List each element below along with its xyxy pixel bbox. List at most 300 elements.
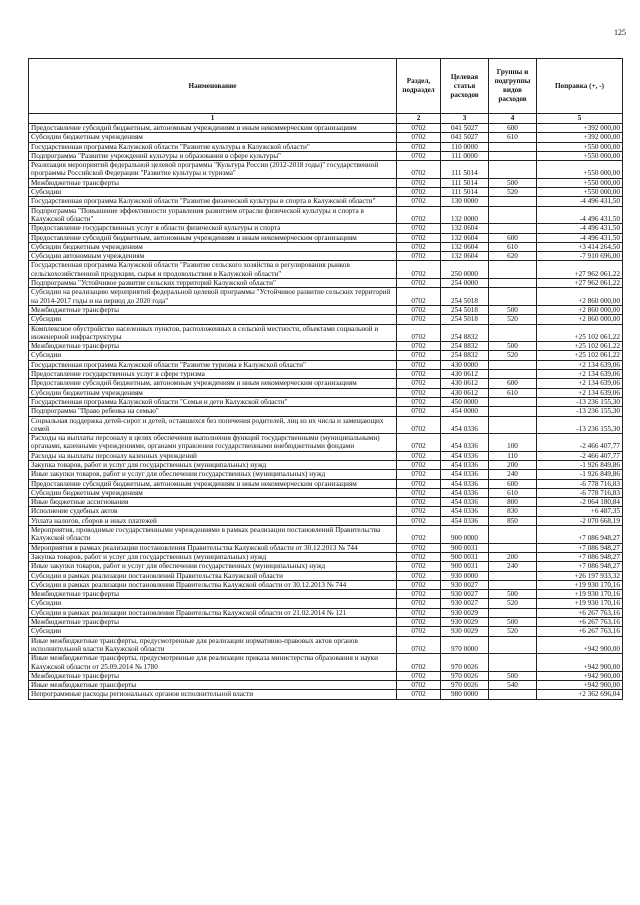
page-number: 125 — [614, 28, 626, 37]
row-amount: -2 070 668,19 — [537, 516, 623, 525]
row-group — [489, 151, 537, 160]
row-section: 0702 — [397, 342, 441, 351]
table-row — [29, 252, 623, 261]
row-section: 0702 — [397, 151, 441, 160]
table-row — [29, 315, 623, 324]
table-row — [29, 618, 623, 627]
row-target: 930 0027 — [441, 599, 489, 608]
row-group: 520 — [489, 599, 537, 608]
row-amount: -1 926 849,86 — [537, 460, 623, 469]
row-target: 930 0027 — [441, 590, 489, 599]
row-group: 610 — [489, 488, 537, 497]
table-row — [29, 242, 623, 251]
row-group: 500 — [489, 590, 537, 599]
row-section: 0702 — [397, 379, 441, 388]
row-amount: +25 102 061,22 — [537, 324, 623, 342]
row-amount: +25 102 061,22 — [537, 351, 623, 360]
row-name: Подпрограмма "Устойчивое развитие сельских территорий Калужской области" — [29, 279, 397, 288]
row-section: 0702 — [397, 161, 441, 179]
row-name: Субсидии бюджетным учреждениям — [29, 242, 397, 251]
row-group — [489, 360, 537, 369]
table-row — [29, 507, 623, 516]
row-section: 0702 — [397, 599, 441, 608]
header-section: Раздел, подраздел — [397, 59, 441, 114]
table-row — [29, 379, 623, 388]
row-name: Государственная программа Калужской области "Развитие сельского хозяйства и регулирования рынков сельскохозяйственной продукции, сырья и продовольствия в Калужской области" — [29, 261, 397, 279]
row-name: Мероприятия в рамках реализации постановления Правительства Калужской области от 30.12.2013 № 744 — [29, 543, 397, 552]
row-name: Закупка товаров, работ и услуг для государственных (муниципальных) нужд — [29, 460, 397, 469]
header-target: Целевая статья расходов — [441, 59, 489, 114]
table-row — [29, 197, 623, 206]
row-group — [489, 370, 537, 379]
row-amount: -1 926 849,86 — [537, 470, 623, 479]
row-amount: -6 778 716,83 — [537, 479, 623, 488]
row-group: 520 — [489, 188, 537, 197]
table-row — [29, 451, 623, 460]
row-target: 900 0031 — [441, 543, 489, 552]
row-group — [489, 397, 537, 406]
row-target: 250 0000 — [441, 261, 489, 279]
row-target: 900 0000 — [441, 526, 489, 544]
row-amount: +19 930 170,16 — [537, 580, 623, 589]
row-amount: +2 860 000,00 — [537, 315, 623, 324]
row-name: Межбюджетные трансферты — [29, 178, 397, 187]
row-target: 254 5018 — [441, 315, 489, 324]
table-row — [29, 479, 623, 488]
row-target: 110 0000 — [441, 142, 489, 151]
row-section: 0702 — [397, 460, 441, 469]
row-name: Субсидии в рамках реализации постановлений Правительства Калужской области — [29, 571, 397, 580]
row-amount: +19 930 170,16 — [537, 590, 623, 599]
table-row — [29, 654, 623, 672]
row-name: Предоставление субсидий бюджетным, автономным учреждениям и иным некоммерческим организациям — [29, 124, 397, 133]
table-row — [29, 161, 623, 179]
row-group — [489, 407, 537, 416]
table-row — [29, 543, 623, 552]
row-group — [489, 690, 537, 699]
row-amount: +942 900,00 — [537, 636, 623, 654]
table-row — [29, 151, 623, 160]
header-groups: Группы и подгруппы видов расходов — [489, 59, 537, 114]
row-group — [489, 324, 537, 342]
row-target: 132 0604 — [441, 233, 489, 242]
row-group: 500 — [489, 618, 537, 627]
row-group — [489, 526, 537, 544]
table-row — [29, 460, 623, 469]
row-amount: +25 102 061,22 — [537, 342, 623, 351]
table-row — [29, 580, 623, 589]
row-target: 454 0336 — [441, 451, 489, 460]
row-amount: -2 466 407,77 — [537, 434, 623, 452]
row-name: Субсидии бюджетным учреждениям — [29, 133, 397, 142]
table-row — [29, 552, 623, 561]
row-name: Закупка товаров, работ и услуг для государственных (муниципальных) нужд — [29, 552, 397, 561]
row-amount: +7 086 948,27 — [537, 543, 623, 552]
row-target: 254 8832 — [441, 324, 489, 342]
row-section: 0702 — [397, 516, 441, 525]
row-section: 0702 — [397, 681, 441, 690]
row-name: Субсидии — [29, 627, 397, 636]
row-target: 254 5018 — [441, 305, 489, 314]
row-amount: +2 134 639,06 — [537, 360, 623, 369]
row-section: 0702 — [397, 654, 441, 672]
row-target: 970 0026 — [441, 654, 489, 672]
row-amount: +550 000,00 — [537, 188, 623, 197]
row-name: Государственная программа Калужской области "Развитие физической культуры и спорта в Калужской области" — [29, 197, 397, 206]
row-target: 430 0612 — [441, 379, 489, 388]
table-row — [29, 397, 623, 406]
column-number-row — [29, 114, 623, 124]
row-amount: +942 900,00 — [537, 681, 623, 690]
row-name: Подпрограмма "Право ребенка на семью" — [29, 407, 397, 416]
row-target: 930 0000 — [441, 571, 489, 580]
row-section: 0702 — [397, 224, 441, 233]
row-section: 0702 — [397, 434, 441, 452]
row-group — [489, 261, 537, 279]
row-section: 0702 — [397, 233, 441, 242]
row-section: 0702 — [397, 543, 441, 552]
table-row — [29, 416, 623, 434]
table-row — [29, 498, 623, 507]
table-row — [29, 599, 623, 608]
row-target: 454 0336 — [441, 488, 489, 497]
row-target: 041 5027 — [441, 124, 489, 133]
row-target: 454 0336 — [441, 498, 489, 507]
row-section: 0702 — [397, 571, 441, 580]
row-group: 500 — [489, 342, 537, 351]
table-row — [29, 360, 623, 369]
row-target: 254 0000 — [441, 279, 489, 288]
row-target: 454 0336 — [441, 479, 489, 488]
row-target: 454 0336 — [441, 460, 489, 469]
row-group — [489, 580, 537, 589]
row-name: Субсидии — [29, 599, 397, 608]
row-target: 254 8832 — [441, 342, 489, 351]
row-name: Субсидии — [29, 351, 397, 360]
table-row — [29, 434, 623, 452]
table-row — [29, 133, 623, 142]
table-row — [29, 233, 623, 242]
row-section: 0702 — [397, 142, 441, 151]
row-target: 454 0336 — [441, 434, 489, 452]
row-amount: +550 000,00 — [537, 178, 623, 187]
table-row — [29, 590, 623, 599]
header-row — [29, 59, 623, 114]
row-section: 0702 — [397, 315, 441, 324]
row-group — [489, 636, 537, 654]
row-section: 0702 — [397, 690, 441, 699]
table-row — [29, 526, 623, 544]
row-section: 0702 — [397, 470, 441, 479]
row-amount: -6 778 716,83 — [537, 488, 623, 497]
row-amount: +942 900,00 — [537, 671, 623, 680]
row-group — [489, 416, 537, 434]
table-row — [29, 124, 623, 133]
table-row — [29, 388, 623, 397]
row-section: 0702 — [397, 618, 441, 627]
row-group — [489, 279, 537, 288]
row-section: 0702 — [397, 627, 441, 636]
row-group: 600 — [489, 379, 537, 388]
row-group — [489, 654, 537, 672]
row-section: 0702 — [397, 388, 441, 397]
row-group: 610 — [489, 242, 537, 251]
row-name: Расходы на выплаты персоналу казенных учреждений — [29, 451, 397, 460]
row-name: Государственная программа Калужской области "Развитие туризма в Калужской области" — [29, 360, 397, 369]
table-row — [29, 342, 623, 351]
row-group: 200 — [489, 460, 537, 469]
row-section: 0702 — [397, 351, 441, 360]
row-target: 111 5014 — [441, 188, 489, 197]
row-section: 0702 — [397, 562, 441, 571]
row-amount: +392 000,00 — [537, 133, 623, 142]
table-row — [29, 516, 623, 525]
row-name: Подпрограмма "Развитие учреждений культуры и образования в сфере культуры" — [29, 151, 397, 160]
row-name: Предоставление субсидий бюджетным, автономным учреждениям и иным некоммерческим организациям — [29, 479, 397, 488]
row-section: 0702 — [397, 498, 441, 507]
row-name: Предоставление государственных услуг в области физической культуры и спорта — [29, 224, 397, 233]
row-group — [489, 197, 537, 206]
column-number: 2 — [397, 114, 441, 124]
row-group — [489, 161, 537, 179]
row-amount: +2 362 696,04 — [537, 690, 623, 699]
row-amount: +26 197 933,32 — [537, 571, 623, 580]
table-row — [29, 188, 623, 197]
row-section: 0702 — [397, 288, 441, 306]
row-name: Субсидии бюджетным учреждениям — [29, 388, 397, 397]
table-row — [29, 407, 623, 416]
row-target: 132 0604 — [441, 242, 489, 251]
table-row — [29, 681, 623, 690]
row-name: Исполнение судебных актов — [29, 507, 397, 516]
row-group: 850 — [489, 516, 537, 525]
row-name: Комплексное обустройство населенных пунктов, расположенных в сельской местности, объектами социальной и инженерной инфраструктуры — [29, 324, 397, 342]
row-group — [489, 224, 537, 233]
row-group: 520 — [489, 351, 537, 360]
row-group — [489, 142, 537, 151]
table-row — [29, 142, 623, 151]
row-section: 0702 — [397, 252, 441, 261]
row-name: Непрограммные расходы региональных органов исполнительной власти — [29, 690, 397, 699]
row-amount: +2 860 000,00 — [537, 288, 623, 306]
row-section: 0702 — [397, 133, 441, 142]
row-amount: +6 487,35 — [537, 507, 623, 516]
row-group — [489, 608, 537, 617]
row-name: Субсидии в рамках реализации постановления Правительства Калужской области от 30.12.2013 № 744 — [29, 580, 397, 589]
table-row — [29, 206, 623, 224]
row-name: Иные закупки товаров, работ и услуг для обеспечения государственных (муниципальных) нужд — [29, 470, 397, 479]
row-group: 240 — [489, 470, 537, 479]
row-name: Субсидии автономным учреждениям — [29, 252, 397, 261]
row-name: Государственная программа Калужской области "Развитие культуры в Калужской области" — [29, 142, 397, 151]
row-amount: +550 000,00 — [537, 142, 623, 151]
row-section: 0702 — [397, 360, 441, 369]
row-target: 454 0336 — [441, 507, 489, 516]
row-target: 930 0029 — [441, 618, 489, 627]
row-group: 500 — [489, 671, 537, 680]
row-group: 830 — [489, 507, 537, 516]
table-row — [29, 351, 623, 360]
row-amount: -2 466 407,77 — [537, 451, 623, 460]
row-target: 970 0026 — [441, 681, 489, 690]
table-row — [29, 370, 623, 379]
table-row — [29, 636, 623, 654]
row-amount: +3 414 264,50 — [537, 242, 623, 251]
row-name: Иные закупки товаров, работ и услуг для обеспечения государственных (муниципальных) нужд — [29, 562, 397, 571]
row-amount: -13 236 155,30 — [537, 397, 623, 406]
row-name: Иные бюджетные ассигнования — [29, 498, 397, 507]
row-name: Подпрограмма "Повышение эффективности управления развитием отрасли физической культуры и спорта в Калужской области" — [29, 206, 397, 224]
row-amount: +550 000,00 — [537, 151, 623, 160]
row-group: 800 — [489, 498, 537, 507]
column-number: 1 — [29, 114, 397, 124]
row-amount: +6 267 763,16 — [537, 618, 623, 627]
row-target: 130 0000 — [441, 197, 489, 206]
row-section: 0702 — [397, 416, 441, 434]
row-target: 980 0000 — [441, 690, 489, 699]
row-section: 0702 — [397, 188, 441, 197]
table-row — [29, 324, 623, 342]
row-target: 132 0604 — [441, 224, 489, 233]
table-row — [29, 305, 623, 314]
row-target: 454 0336 — [441, 516, 489, 525]
row-group: 540 — [489, 681, 537, 690]
row-section: 0702 — [397, 451, 441, 460]
header-amendment: Поправка (+, -) — [537, 59, 623, 114]
row-section: 0702 — [397, 636, 441, 654]
column-number: 5 — [537, 114, 623, 124]
row-target: 900 0031 — [441, 552, 489, 561]
row-name: Межбюджетные трансферты — [29, 590, 397, 599]
row-group: 520 — [489, 627, 537, 636]
row-amount: -4 496 431,50 — [537, 233, 623, 242]
header-name: Наименование — [29, 59, 397, 114]
row-target: 430 0000 — [441, 360, 489, 369]
row-section: 0702 — [397, 178, 441, 187]
table-row — [29, 488, 623, 497]
column-number: 3 — [441, 114, 489, 124]
row-name: Субсидии на реализацию мероприятий федеральной целевой программы "Устойчивое развитие сельских территорий на 2014-2017 годы и на период до 2020 года" — [29, 288, 397, 306]
row-group: 600 — [489, 479, 537, 488]
row-name: Межбюджетные трансферты — [29, 342, 397, 351]
row-section: 0702 — [397, 590, 441, 599]
row-target: 132 0604 — [441, 252, 489, 261]
row-section: 0702 — [397, 261, 441, 279]
row-group: 520 — [489, 315, 537, 324]
row-group: 610 — [489, 388, 537, 397]
table-row — [29, 671, 623, 680]
row-name: Иные межбюджетные трансферты, предусмотренные для реализации нормативно-правовых актов органов исполнительной власти Калужской области — [29, 636, 397, 654]
row-amount: -4 496 431,50 — [537, 197, 623, 206]
row-group — [489, 288, 537, 306]
row-name: Субсидии — [29, 315, 397, 324]
row-group: 100 — [489, 434, 537, 452]
row-name: Межбюджетные трансферты — [29, 618, 397, 627]
row-target: 930 0027 — [441, 580, 489, 589]
row-group: 600 — [489, 233, 537, 242]
row-section: 0702 — [397, 507, 441, 516]
row-section: 0702 — [397, 305, 441, 314]
table-row — [29, 470, 623, 479]
row-name: Государственная программа Калужской области "Семья и дети Калужской области" — [29, 397, 397, 406]
row-name: Иные межбюджетные трансферты, предусмотренные для реализации приказа министерства образования и науки Калужской области от 25.09.2014 № 1780 — [29, 654, 397, 672]
row-target: 132 0000 — [441, 206, 489, 224]
row-section: 0702 — [397, 407, 441, 416]
budget-amendments-table — [28, 58, 623, 700]
row-group: 600 — [489, 124, 537, 133]
table-row — [29, 178, 623, 187]
row-group: 110 — [489, 451, 537, 460]
row-amount: +7 086 948,27 — [537, 562, 623, 571]
table-row — [29, 627, 623, 636]
row-amount: +2 134 639,06 — [537, 388, 623, 397]
row-target: 454 0336 — [441, 416, 489, 434]
row-name: Субсидии бюджетным учреждениям — [29, 488, 397, 497]
row-amount: +7 086 948,27 — [537, 552, 623, 561]
row-name: Реализация мероприятий федеральной целевой программы "Культура России (2012-2018 годы)" государственной программы Российской Федерации "Развитие культуры и туризма" — [29, 161, 397, 179]
row-name: Предоставление государственных услуг в сфере туризма — [29, 370, 397, 379]
row-section: 0702 — [397, 124, 441, 133]
row-amount: +2 134 639,06 — [537, 379, 623, 388]
row-amount: +2 860 000,00 — [537, 305, 623, 314]
row-name: Предоставление субсидий бюджетным, автономным учреждениям и иным некоммерческим организациям — [29, 233, 397, 242]
row-section: 0702 — [397, 324, 441, 342]
row-amount: +27 962 061,22 — [537, 279, 623, 288]
row-target: 454 0336 — [441, 470, 489, 479]
row-group: 610 — [489, 133, 537, 142]
row-amount: -7 910 696,00 — [537, 252, 623, 261]
row-section: 0702 — [397, 580, 441, 589]
row-section: 0702 — [397, 608, 441, 617]
row-name: Предоставление субсидий бюджетным, автономным учреждениям и иным некоммерческим организациям — [29, 379, 397, 388]
row-group: 200 — [489, 552, 537, 561]
row-target: 111 5014 — [441, 178, 489, 187]
row-name: Субсидии — [29, 188, 397, 197]
row-target: 041 5027 — [441, 133, 489, 142]
row-section: 0702 — [397, 552, 441, 561]
row-amount: +6 267 763,16 — [537, 608, 623, 617]
row-section: 0702 — [397, 242, 441, 251]
row-name: Субсидии в рамках реализации постановления Правительства Калужской области от 21.02.2014 № 121 — [29, 608, 397, 617]
row-group: 500 — [489, 178, 537, 187]
row-name: Иные межбюджетные трансферты — [29, 681, 397, 690]
row-amount: -4 496 431,50 — [537, 206, 623, 224]
row-section: 0702 — [397, 671, 441, 680]
row-section: 0702 — [397, 206, 441, 224]
row-target: 111 0000 — [441, 151, 489, 160]
table-body — [29, 124, 623, 700]
table-row — [29, 690, 623, 699]
row-section: 0702 — [397, 526, 441, 544]
row-amount: +942 900,00 — [537, 654, 623, 672]
row-group — [489, 543, 537, 552]
table-row — [29, 279, 623, 288]
table-row — [29, 288, 623, 306]
row-amount: +7 086 948,27 — [537, 526, 623, 544]
column-number: 4 — [489, 114, 537, 124]
row-name: Социальная поддержка детей-сирот и детей, оставшихся без попечения родителей, лиц из их числа и замещающих семей — [29, 416, 397, 434]
row-target: 111 5014 — [441, 161, 489, 179]
row-amount: -13 236 155,30 — [537, 407, 623, 416]
row-amount: -2 064 180,84 — [537, 498, 623, 507]
row-section: 0702 — [397, 370, 441, 379]
row-group: 240 — [489, 562, 537, 571]
table-row — [29, 608, 623, 617]
table-row — [29, 224, 623, 233]
row-name: Мероприятия, проводимые государственными учреждениями в рамках реализации постановлений Правительства Калужской области — [29, 526, 397, 544]
row-section: 0702 — [397, 479, 441, 488]
table-row — [29, 261, 623, 279]
